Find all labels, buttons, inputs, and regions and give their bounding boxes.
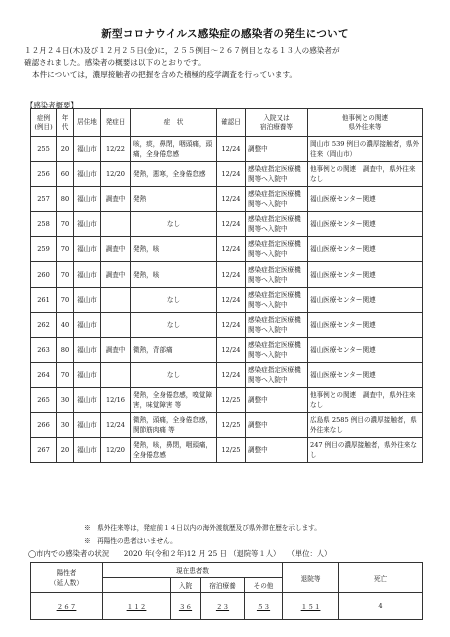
summary-cell-current: [103, 593, 171, 620]
cell-age: 70: [57, 362, 74, 387]
cell-residence: 福山市: [74, 137, 101, 162]
cell-hospital: 調整中: [246, 137, 308, 162]
cell-other: 福山医療センター関連: [308, 187, 423, 212]
summary-heading: ◯市内での感染者の状況 2020 年(令和２年)12 月 25 日 （退院等１人） （単位：人）: [28, 549, 332, 558]
summary-cell-discharged: [283, 593, 339, 620]
cell-other: 福山医療センター関連: [308, 287, 423, 312]
cell-age: 30: [57, 387, 74, 412]
cell-other: 福山医療センター関連: [308, 237, 423, 262]
cell-other: 他事例との関連 調査中，県外往来なし: [308, 387, 423, 412]
cell-other: 247 例目の濃厚接触者，県外往来なし: [308, 438, 423, 463]
col-header-hospital: 入院又は 宿泊療養等: [246, 109, 308, 137]
col-header-symptoms: 症 状: [131, 109, 217, 137]
cell-residence: 福山市: [74, 187, 101, 212]
cell-residence: 福山市: [74, 387, 101, 412]
table-row: [31, 413, 423, 438]
cell-hospital: 感染症指定医療機関等へ入院中: [246, 262, 308, 287]
col-header-other: 他事例との関連 県外往来等: [308, 109, 423, 137]
intro-line-1: １２月２４日(木)及び１２月２５日(金)に，２５５例目～２６７例目となる１３人の感染者が: [24, 46, 340, 55]
cell-confirmed: 12/25: [217, 413, 246, 438]
cell-confirmed: 12/24: [217, 362, 246, 387]
section-label: 【感染者概要】: [26, 101, 78, 110]
cell-case: 257: [31, 187, 57, 212]
cell-residence: 福山市: [74, 287, 101, 312]
cell-onset: [101, 312, 131, 337]
summary-header-hotel: 宿泊療養: [201, 578, 245, 593]
cell-symptoms: なし: [131, 312, 217, 337]
cell-confirmed: 12/24: [217, 262, 246, 287]
cell-confirmed: 12/24: [217, 237, 246, 262]
cell-age: 80: [57, 337, 74, 362]
summary-value-hospitalized: ３６: [178, 603, 193, 611]
cell-other: 福山医療センター関連: [308, 362, 423, 387]
cell-symptoms: 発熱，咳: [131, 237, 217, 262]
summary-cell-deaths: [339, 593, 423, 620]
cell-age: 70: [57, 237, 74, 262]
table-row: [31, 287, 423, 312]
cell-hospital: 感染症指定医療機関等へ入院中: [246, 237, 308, 262]
cell-onset: [101, 212, 131, 237]
cell-symptoms: 微熱，背部痛: [131, 337, 217, 362]
col-header-age: 年代: [57, 109, 74, 137]
summary-value-hotel: ２３: [215, 603, 230, 611]
summary-cell-hotel: [201, 593, 245, 620]
note-travel: ※ 県外往来等は，発症前１４日以内の海外渡航歴及び県外滞在歴を示します。: [84, 524, 321, 532]
summary-value-deaths: 4: [378, 602, 383, 610]
table-row: [31, 187, 423, 212]
cell-case: 259: [31, 237, 57, 262]
cell-hospital: 感染症指定医療機関等へ入院中: [246, 212, 308, 237]
table-row: [31, 362, 423, 387]
cell-onset: [101, 287, 131, 312]
cell-onset: [101, 362, 131, 387]
summary-cell-other: [245, 593, 283, 620]
cell-confirmed: 12/24: [217, 187, 246, 212]
cell-case: 255: [31, 137, 57, 162]
cell-hospital: 感染症指定医療機関等へ入院中: [246, 312, 308, 337]
summary-header-other: その他: [245, 578, 283, 593]
summary-header-positives: 陽性者 （延人数）: [31, 563, 103, 593]
cell-onset: 調査中: [101, 237, 131, 262]
cell-age: 70: [57, 287, 74, 312]
table-row: [31, 262, 423, 287]
cell-age: 70: [57, 212, 74, 237]
cell-other: 岡山市 539 例目の濃厚接触者，県外往来（岡山市）: [308, 137, 423, 162]
cell-case: 263: [31, 337, 57, 362]
cell-symptoms: 咳，痰，鼻閉，咽頭痛，頭痛，全身倦怠感: [131, 137, 217, 162]
cell-other: 福山医療センター関連: [308, 262, 423, 287]
table-row: [31, 237, 423, 262]
cell-hospital: 調整中: [246, 387, 308, 412]
summary-header-discharged: 退院等: [283, 563, 339, 593]
cell-confirmed: 12/24: [217, 337, 246, 362]
cell-case: 256: [31, 162, 57, 187]
cell-symptoms: 発熱，咳，鼻閉，咽頭痛，全身倦怠感: [131, 438, 217, 463]
cell-confirmed: 12/24: [217, 312, 246, 337]
cell-residence: 福山市: [74, 337, 101, 362]
cell-symptoms: なし: [131, 362, 217, 387]
cell-symptoms: 発熱，咳: [131, 262, 217, 287]
cell-onset: 12/16: [101, 387, 131, 412]
cell-case: 261: [31, 287, 57, 312]
cell-residence: 福山市: [74, 212, 101, 237]
cell-symptoms: なし: [131, 212, 217, 237]
summary-cell-hospitalized: [171, 593, 201, 620]
cell-hospital: 感染症指定医療機関等へ入院中: [246, 187, 308, 212]
cell-confirmed: 12/25: [217, 387, 246, 412]
cell-confirmed: 12/24: [217, 287, 246, 312]
cell-case: 262: [31, 312, 57, 337]
cell-onset: 12/20: [101, 162, 131, 187]
cell-other: 広島県 2585 例目の濃厚接触者，県外往来なし: [308, 413, 423, 438]
cell-onset: 12/22: [101, 137, 131, 162]
table-row: [31, 337, 423, 362]
col-header-case: 症例 (例目): [31, 109, 57, 137]
note-repositive: ※ 再陽性の患者はいません。: [84, 537, 177, 545]
summary-header-deaths: 死亡: [339, 563, 423, 593]
table-row: [31, 387, 423, 412]
cell-symptoms: 発熱，全身倦怠感，嗅覚障害，味覚障害 等: [131, 387, 217, 412]
summary-header-current-blank: [103, 578, 171, 593]
cell-other: 他事例との関連 調査中，県外往来なし: [308, 162, 423, 187]
cell-confirmed: 12/25: [217, 438, 246, 463]
cell-age: 70: [57, 262, 74, 287]
cell-case: 260: [31, 262, 57, 287]
summary-cell-positives: [31, 593, 103, 620]
cell-other: 福山医療センター関連: [308, 337, 423, 362]
col-header-residence: 居住地: [74, 109, 101, 137]
cell-hospital: 感染症指定医療機関等へ入院中: [246, 337, 308, 362]
summary-table: [30, 562, 423, 620]
cell-onset: 12/24: [101, 413, 131, 438]
cell-onset: 調査中: [101, 337, 131, 362]
cell-residence: 福山市: [74, 362, 101, 387]
cell-age: 80: [57, 187, 74, 212]
table-row: [31, 162, 423, 187]
cell-hospital: 感染症指定医療機関等へ入院中: [246, 162, 308, 187]
cell-residence: 福山市: [74, 162, 101, 187]
cell-confirmed: 12/24: [217, 212, 246, 237]
cell-case: 264: [31, 362, 57, 387]
cell-age: 20: [57, 438, 74, 463]
page-title: 新型コロナウイルス感染症の感染者の発生について: [101, 28, 349, 40]
cell-other: 福山医療センター関連: [308, 312, 423, 337]
cell-symptoms: 微熱，頭痛，全身倦怠感，関節筋肉痛 等: [131, 413, 217, 438]
cell-case: 266: [31, 413, 57, 438]
cell-residence: 福山市: [74, 237, 101, 262]
cell-hospital: 感染症指定医療機関等へ入院中: [246, 287, 308, 312]
summary-value-discharged: １５１: [300, 603, 321, 611]
cell-age: 60: [57, 162, 74, 187]
cell-confirmed: 12/24: [217, 137, 246, 162]
cell-age: 40: [57, 312, 74, 337]
col-header-confirmed: 確認日: [217, 109, 246, 137]
summary-header-current: 現在患者数: [103, 563, 283, 578]
cell-hospital: 感染症指定医療機関等へ入院中: [246, 362, 308, 387]
table-row: [31, 312, 423, 337]
cell-other: 福山医療センター関連: [308, 212, 423, 237]
table-row: [31, 137, 423, 162]
cell-symptoms: 発熱，悪寒，全身倦怠感: [131, 162, 217, 187]
cell-onset: 調査中: [101, 187, 131, 212]
intro-line-3: 本件については，濃厚接触者の把握を含めた積極的疫学調査を行っています。: [32, 70, 298, 79]
cell-case: 258: [31, 212, 57, 237]
col-header-onset: 発症日: [101, 109, 131, 137]
summary-value-positives: ２６７: [56, 603, 77, 611]
cell-residence: 福山市: [74, 438, 101, 463]
cell-onset: 調査中: [101, 262, 131, 287]
cell-symptoms: 発熱: [131, 187, 217, 212]
cell-residence: 福山市: [74, 413, 101, 438]
summary-header-hospitalized: 入院: [171, 578, 201, 593]
summary-value-current: １１２: [126, 603, 147, 611]
cell-residence: 福山市: [74, 312, 101, 337]
cell-confirmed: 12/24: [217, 162, 246, 187]
cell-residence: 福山市: [74, 262, 101, 287]
cell-hospital: 調整中: [246, 438, 308, 463]
cell-hospital: 調整中: [246, 413, 308, 438]
cell-case: 265: [31, 387, 57, 412]
table-row: [31, 438, 423, 463]
intro-line-2: 確認されました。感染者の概要は以下のとおりです。: [24, 58, 206, 67]
table-header-row: [31, 109, 423, 137]
cell-age: 30: [57, 413, 74, 438]
table-row: [31, 212, 423, 237]
cell-symptoms: なし: [131, 287, 217, 312]
summary-value-other: ５３: [256, 603, 271, 611]
cell-onset: 12/20: [101, 438, 131, 463]
cell-age: 20: [57, 137, 74, 162]
cell-case: 267: [31, 438, 57, 463]
cases-table: [30, 108, 423, 463]
